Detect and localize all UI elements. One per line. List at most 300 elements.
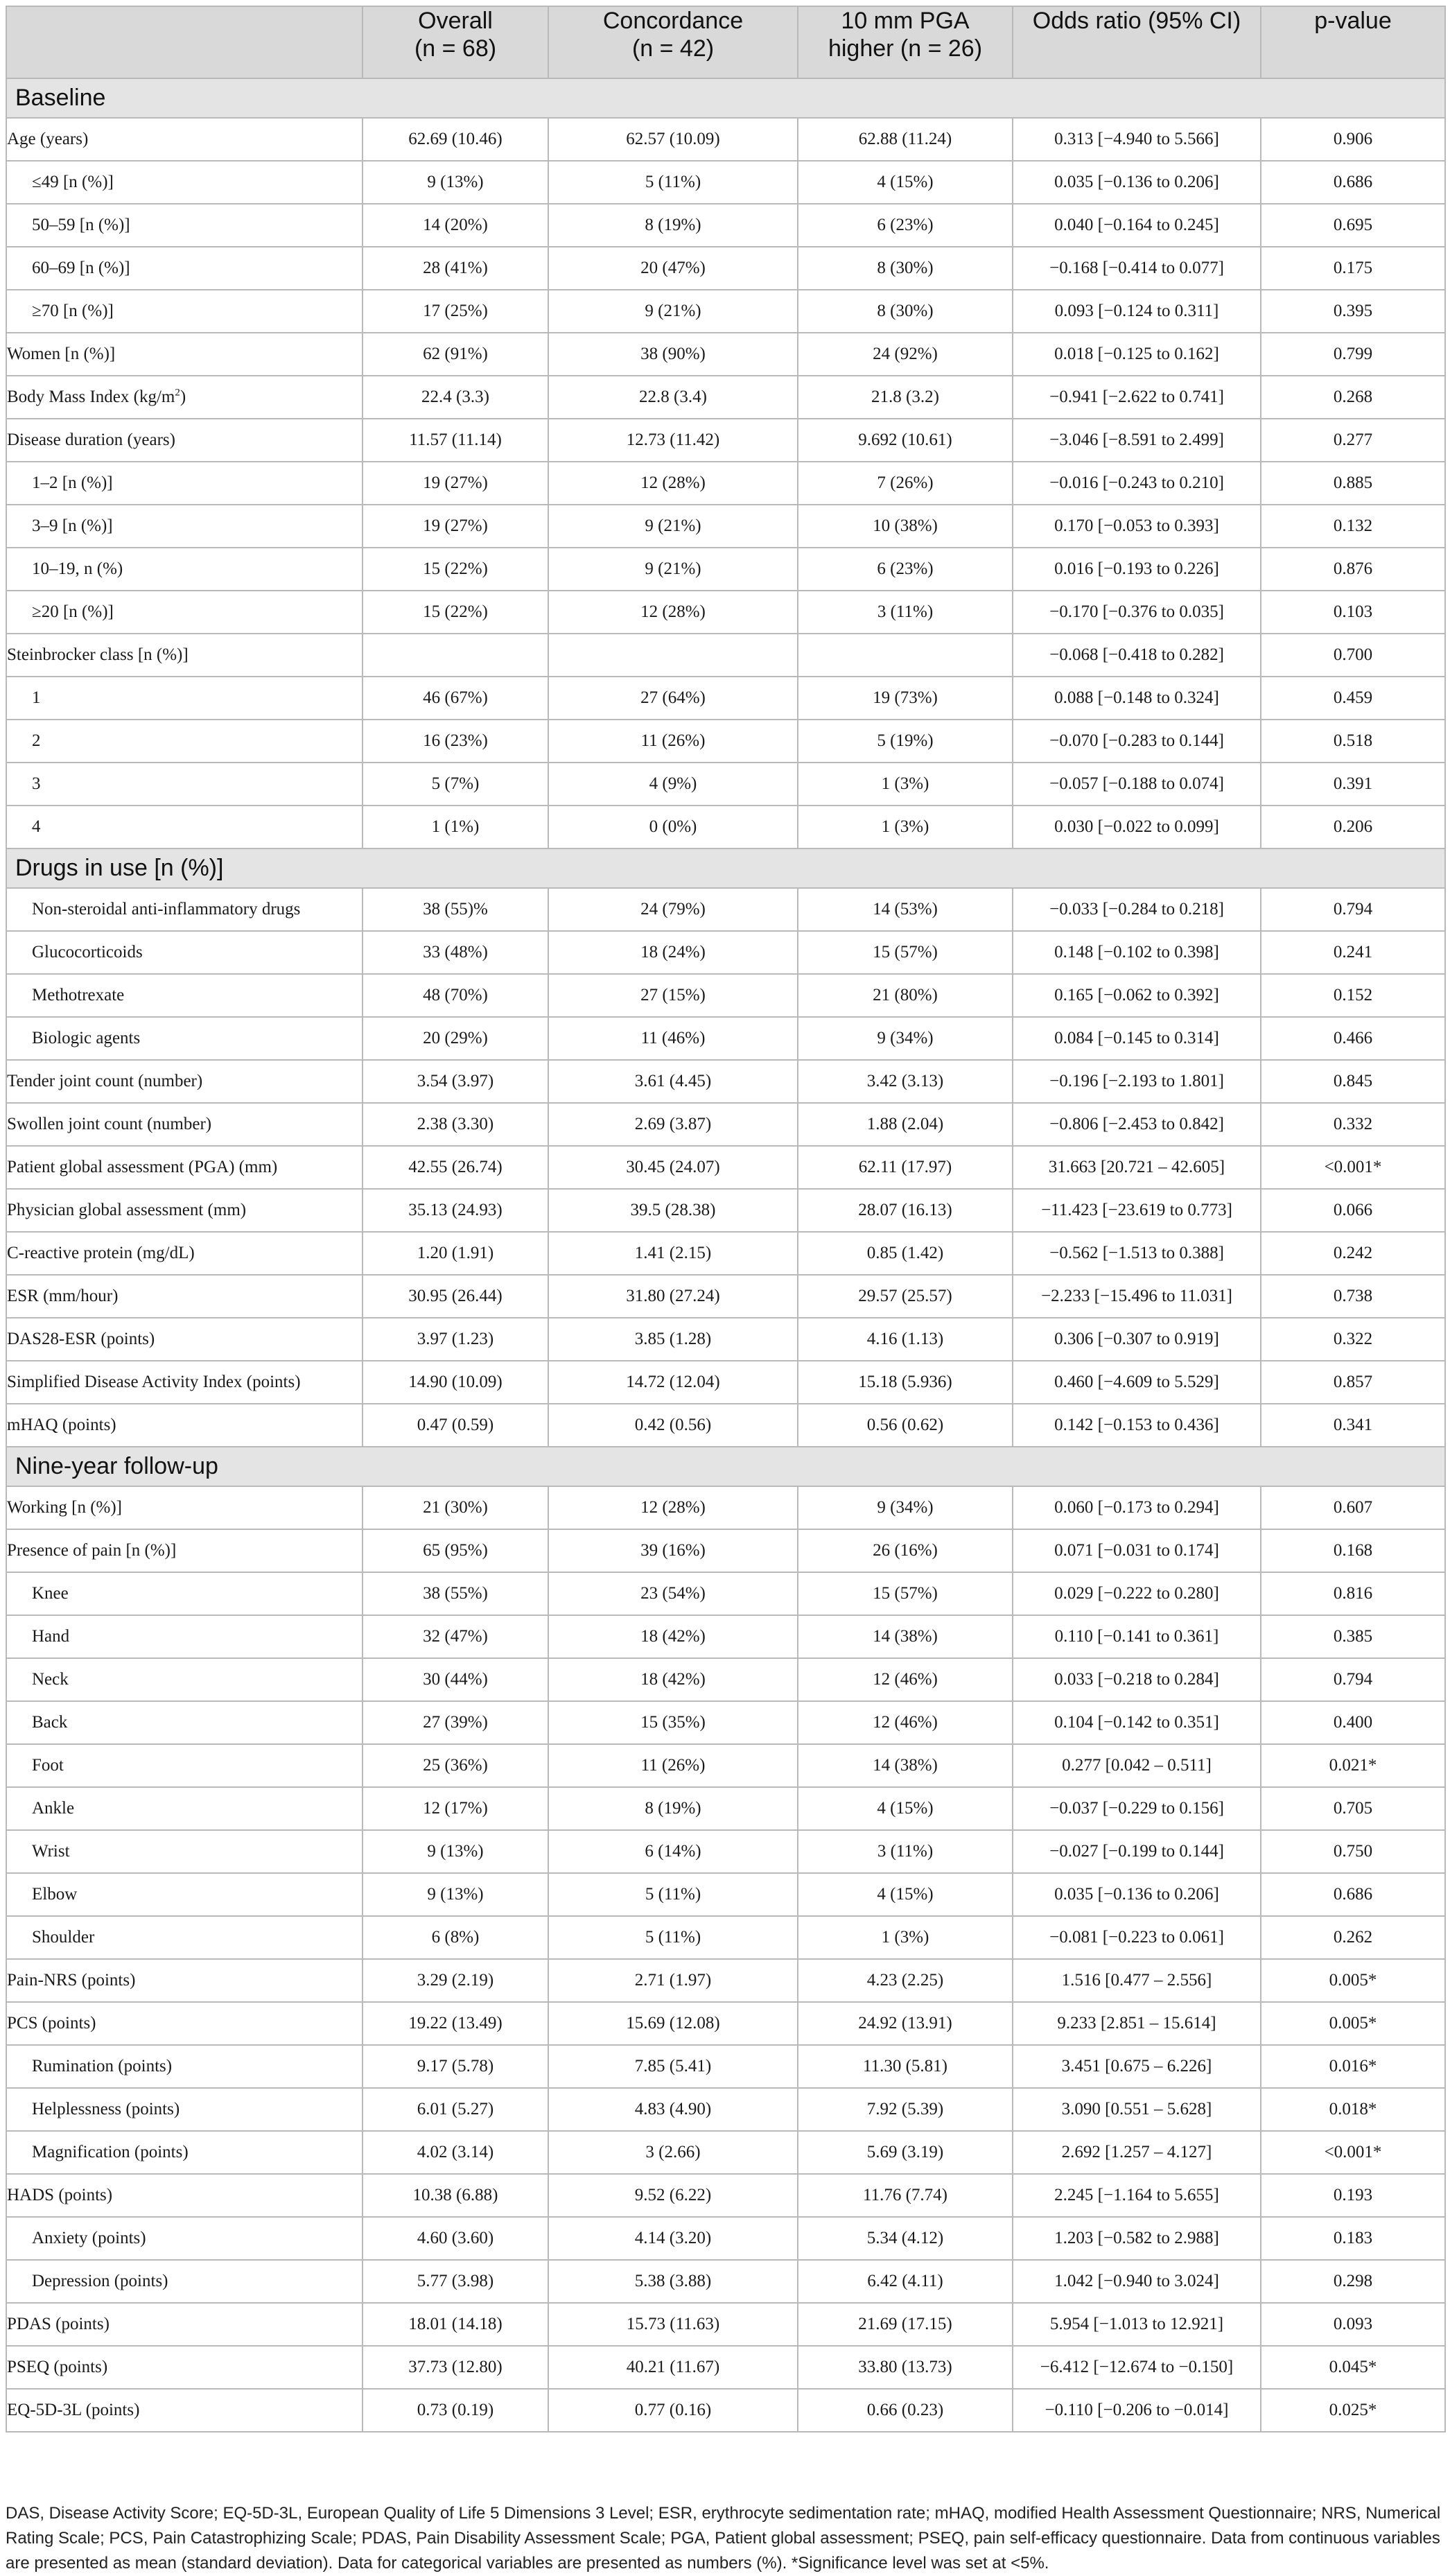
pga-higher-cell: 1 (3%) [798, 1916, 1013, 1959]
table-row [6, 505, 1445, 548]
row-label: Physician global assessment (mm) [6, 1189, 362, 1232]
p-value-cell: 0.607 [1261, 1486, 1445, 1529]
odds-ratio-cell: 0.035 [−0.136 to 0.206] [1013, 1873, 1261, 1916]
overall-cell: 14 (20%) [362, 204, 548, 247]
row-label: 3 [6, 763, 362, 806]
odds-ratio-cell: −0.562 [−1.513 to 0.388] [1013, 1232, 1261, 1275]
table-row [6, 2088, 1445, 2131]
row-label: Elbow [6, 1873, 362, 1916]
table-row [6, 1916, 1445, 1959]
concordance-cell: 2.69 (3.87) [548, 1103, 798, 1146]
overall-cell: 15 (22%) [362, 548, 548, 591]
p-value-cell: 0.518 [1261, 720, 1445, 763]
concordance-cell [548, 634, 798, 677]
table-header [6, 6, 1445, 78]
pga-higher-cell: 8 (30%) [798, 247, 1013, 290]
header-odds-ratio: Odds ratio (95% CI) [1013, 6, 1261, 78]
overall-cell: 18.01 (14.18) [362, 2303, 548, 2346]
pga-higher-cell: 6 (23%) [798, 204, 1013, 247]
odds-ratio-cell: 0.460 [−4.609 to 5.529] [1013, 1361, 1261, 1404]
row-label: Hand [6, 1615, 362, 1658]
concordance-cell: 12.73 (11.42) [548, 419, 798, 462]
row-label: Biologic agents [6, 1017, 362, 1060]
pga-higher-cell: 4.23 (2.25) [798, 1959, 1013, 2002]
table-row [6, 1658, 1445, 1701]
pga-higher-cell: 5.34 (4.12) [798, 2217, 1013, 2260]
pga-higher-cell: 5 (19%) [798, 720, 1013, 763]
concordance-cell: 38 (90%) [548, 333, 798, 376]
p-value-cell: 0.066 [1261, 1189, 1445, 1232]
row-label: Swollen joint count (number) [6, 1103, 362, 1146]
overall-cell: 33 (48%) [362, 931, 548, 974]
concordance-cell: 27 (15%) [548, 974, 798, 1017]
concordance-cell: 22.8 (3.4) [548, 376, 798, 419]
pga-higher-cell: 21 (80%) [798, 974, 1013, 1017]
row-label: Presence of pain [n (%)] [6, 1529, 362, 1572]
overall-cell: 35.13 (24.93) [362, 1189, 548, 1232]
odds-ratio-cell: 0.110 [−0.141 to 0.361] [1013, 1615, 1261, 1658]
concordance-cell: 30.45 (24.07) [548, 1146, 798, 1189]
row-label: ESR (mm/hour) [6, 1275, 362, 1318]
overall-cell: 32 (47%) [362, 1615, 548, 1658]
overall-cell: 19.22 (13.49) [362, 2002, 548, 2045]
odds-ratio-cell: −0.170 [−0.376 to 0.035] [1013, 591, 1261, 634]
concordance-cell: 23 (54%) [548, 1572, 798, 1615]
row-label: Body Mass Index $(kg/m^2)$ [6, 376, 362, 419]
overall-cell: 25 (36%) [362, 1744, 548, 1787]
odds-ratio-cell: 0.093 [−0.124 to 0.311] [1013, 290, 1261, 333]
pga-higher-cell: 0.66 (0.23) [798, 2389, 1013, 2432]
overall-cell: 3.97 (1.23) [362, 1318, 548, 1361]
concordance-cell: 0.77 (0.16) [548, 2389, 798, 2432]
p-value-cell: 0.341 [1261, 1404, 1445, 1447]
odds-ratio-cell: 0.060 [−0.173 to 0.294] [1013, 1486, 1261, 1529]
p-value-cell: 0.700 [1261, 634, 1445, 677]
p-value-cell: 0.045* [1261, 2346, 1445, 2389]
concordance-cell: 5 (11%) [548, 1873, 798, 1916]
row-label: 4 [6, 806, 362, 848]
odds-ratio-cell: −0.037 [−0.229 to 0.156] [1013, 1787, 1261, 1830]
p-value-cell: 0.103 [1261, 591, 1445, 634]
overall-cell: 17 (25%) [362, 290, 548, 333]
overall-cell: 20 (29%) [362, 1017, 548, 1060]
section-title: Baseline [6, 78, 1445, 118]
row-label: PDAS (points) [6, 2303, 362, 2346]
p-value-cell: 0.241 [1261, 931, 1445, 974]
row-label: 60–69 [n (%)] [6, 247, 362, 290]
row-label: Women [n (%)] [6, 333, 362, 376]
row-label: Methotrexate [6, 974, 362, 1017]
pga-higher-cell: 15.18 (5.936) [798, 1361, 1013, 1404]
concordance-cell: 0.42 (0.56) [548, 1404, 798, 1447]
table-row [6, 1744, 1445, 1787]
row-label: 3–9 [n (%)] [6, 505, 362, 548]
pga-higher-cell: 14 (38%) [798, 1615, 1013, 1658]
row-label: PCS (points) [6, 2002, 362, 2045]
odds-ratio-cell: −0.110 [−0.206 to −0.014] [1013, 2389, 1261, 2432]
odds-ratio-cell: 3.451 [0.675 – 6.226] [1013, 2045, 1261, 2088]
concordance-cell: 39.5 (28.38) [548, 1189, 798, 1232]
concordance-cell: 3.61 (4.45) [548, 1060, 798, 1103]
concordance-cell: 8 (19%) [548, 1787, 798, 1830]
p-value-cell: <0.001* [1261, 2131, 1445, 2174]
pga-higher-cell: 7 (26%) [798, 462, 1013, 505]
pga-higher-cell: 19 (73%) [798, 677, 1013, 720]
concordance-cell: 40.21 (11.67) [548, 2346, 798, 2389]
concordance-cell: 18 (42%) [548, 1615, 798, 1658]
concordance-cell: 9 (21%) [548, 505, 798, 548]
table-row [6, 1189, 1445, 1232]
table-row [6, 1361, 1445, 1404]
table-row [6, 1404, 1445, 1447]
p-value-cell: 0.857 [1261, 1361, 1445, 1404]
concordance-cell: 12 (28%) [548, 462, 798, 505]
table-row [6, 247, 1445, 290]
p-value-cell: 0.277 [1261, 419, 1445, 462]
odds-ratio-cell: 9.233 [2.851 – 15.614] [1013, 2002, 1261, 2045]
row-label: Tender joint count (number) [6, 1060, 362, 1103]
p-value-cell: 0.799 [1261, 333, 1445, 376]
table-row [6, 1959, 1445, 2002]
p-value-cell: 0.018* [1261, 2088, 1445, 2131]
pga-higher-cell: 0.85 (1.42) [798, 1232, 1013, 1275]
overall-cell: 62.69 (10.46) [362, 118, 548, 161]
row-label: 50–59 [n (%)] [6, 204, 362, 247]
odds-ratio-cell: −0.016 [−0.243 to 0.210] [1013, 462, 1261, 505]
overall-cell: 42.55 (26.74) [362, 1146, 548, 1189]
pga-higher-cell: 24 (92%) [798, 333, 1013, 376]
odds-ratio-cell: 0.035 [−0.136 to 0.206] [1013, 161, 1261, 204]
overall-cell: 4.02 (3.14) [362, 2131, 548, 2174]
p-value-cell: 0.206 [1261, 806, 1445, 848]
pga-higher-cell: 62.88 (11.24) [798, 118, 1013, 161]
concordance-cell: 3.85 (1.28) [548, 1318, 798, 1361]
table-row [6, 2346, 1445, 2389]
overall-cell: 48 (70%) [362, 974, 548, 1017]
p-value-cell: 0.391 [1261, 763, 1445, 806]
odds-ratio-cell: 2.245 [−1.164 to 5.655] [1013, 2174, 1261, 2217]
concordance-cell: 31.80 (27.24) [548, 1275, 798, 1318]
pga-higher-cell: 9 (34%) [798, 1017, 1013, 1060]
p-value-cell: 0.262 [1261, 1916, 1445, 1959]
overall-cell: 1 (1%) [362, 806, 548, 848]
pga-higher-cell: 15 (57%) [798, 931, 1013, 974]
overall-cell: 1.20 (1.91) [362, 1232, 548, 1275]
odds-ratio-cell: 0.018 [−0.125 to 0.162] [1013, 333, 1261, 376]
concordance-cell: 20 (47%) [548, 247, 798, 290]
table-row [6, 1017, 1445, 1060]
p-value-cell: 0.738 [1261, 1275, 1445, 1318]
pga-higher-cell: 11.76 (7.74) [798, 2174, 1013, 2217]
overall-cell: 46 (67%) [362, 677, 548, 720]
table-row [6, 1275, 1445, 1318]
overall-cell: 27 (39%) [362, 1701, 548, 1744]
row-label: Helplessness (points) [6, 2088, 362, 2131]
row-label: Simplified Disease Activity Index (points) [6, 1361, 362, 1404]
pga-higher-cell: 15 (57%) [798, 1572, 1013, 1615]
row-label: 1 [6, 677, 362, 720]
concordance-cell: 9.52 (6.22) [548, 2174, 798, 2217]
odds-ratio-cell: 5.954 [−1.013 to 12.921] [1013, 2303, 1261, 2346]
overall-cell: 9 (13%) [362, 1830, 548, 1873]
table-row [6, 2260, 1445, 2303]
table-row [6, 634, 1445, 677]
overall-cell: 10.38 (6.88) [362, 2174, 548, 2217]
table-row [6, 591, 1445, 634]
header-p-value: p-value [1261, 6, 1445, 78]
p-value-cell: <0.001* [1261, 1146, 1445, 1189]
concordance-cell: 39 (16%) [548, 1529, 798, 1572]
header-label-col [6, 6, 362, 78]
pga-higher-cell: 1 (3%) [798, 806, 1013, 848]
odds-ratio-cell: −0.806 [−2.453 to 0.842] [1013, 1103, 1261, 1146]
concordance-cell: 2.71 (1.97) [548, 1959, 798, 2002]
concordance-cell: 11 (46%) [548, 1017, 798, 1060]
row-label: Back [6, 1701, 362, 1744]
table-row [6, 1318, 1445, 1361]
row-label: ≥70 [n (%)] [6, 290, 362, 333]
concordance-cell: 9 (21%) [548, 290, 798, 333]
table-row [6, 1572, 1445, 1615]
overall-cell: 0.47 (0.59) [362, 1404, 548, 1447]
pga-higher-cell: 33.80 (13.73) [798, 2346, 1013, 2389]
concordance-cell: 11 (26%) [548, 1744, 798, 1787]
table-row [6, 1615, 1445, 1658]
overall-cell: 4.60 (3.60) [362, 2217, 548, 2260]
p-value-cell: 0.175 [1261, 247, 1445, 290]
pga-higher-cell: 4 (15%) [798, 1787, 1013, 1830]
pga-higher-cell: 9 (34%) [798, 1486, 1013, 1529]
concordance-cell: 15.69 (12.08) [548, 2002, 798, 2045]
overall-cell: 22.4 (3.3) [362, 376, 548, 419]
pga-higher-cell: 6.42 (4.11) [798, 2260, 1013, 2303]
p-value-cell: 0.093 [1261, 2303, 1445, 2346]
pga-higher-cell: 14 (53%) [798, 888, 1013, 931]
table-row [6, 1701, 1445, 1744]
table-row [6, 763, 1445, 806]
p-value-cell: 0.876 [1261, 548, 1445, 591]
p-value-cell: 0.242 [1261, 1232, 1445, 1275]
row-label: Steinbrocker class [n (%)] [6, 634, 362, 677]
row-label: Ankle [6, 1787, 362, 1830]
table-row [6, 118, 1445, 161]
p-value-cell: 0.686 [1261, 1873, 1445, 1916]
table-row [6, 806, 1445, 848]
p-value-cell: 0.322 [1261, 1318, 1445, 1361]
odds-ratio-cell: −0.941 [−2.622 to 0.741] [1013, 376, 1261, 419]
p-value-cell: 0.021* [1261, 1744, 1445, 1787]
row-label: Shoulder [6, 1916, 362, 1959]
overall-cell: 16 (23%) [362, 720, 548, 763]
p-value-cell: 0.005* [1261, 1959, 1445, 2002]
overall-cell: 30.95 (26.44) [362, 1275, 548, 1318]
row-label: 2 [6, 720, 362, 763]
overall-cell: 62 (91%) [362, 333, 548, 376]
p-value-cell: 0.385 [1261, 1615, 1445, 1658]
table-row [6, 1060, 1445, 1103]
table-body [6, 78, 1445, 2432]
concordance-cell: 27 (64%) [548, 677, 798, 720]
table-row [6, 548, 1445, 591]
table-row [6, 419, 1445, 462]
table-row [6, 888, 1445, 931]
overall-cell: 12 (17%) [362, 1787, 548, 1830]
row-label: Depression (points) [6, 2260, 362, 2303]
overall-cell: 5.77 (3.98) [362, 2260, 548, 2303]
odds-ratio-cell: 0.313 [−4.940 to 5.566] [1013, 118, 1261, 161]
overall-cell: 3.54 (3.97) [362, 1060, 548, 1103]
row-label: Pain-NRS (points) [6, 1959, 362, 2002]
section-title: Drugs in use [n (%)] [6, 848, 1445, 888]
concordance-cell: 1.41 (2.15) [548, 1232, 798, 1275]
row-label: ≥20 [n (%)] [6, 591, 362, 634]
overall-cell: 5 (7%) [362, 763, 548, 806]
concordance-cell: 4.14 (3.20) [548, 2217, 798, 2260]
pga-higher-cell: 4 (15%) [798, 161, 1013, 204]
concordance-cell: 11 (26%) [548, 720, 798, 763]
pga-higher-cell: 12 (46%) [798, 1658, 1013, 1701]
odds-ratio-cell: −6.412 [−12.674 to −0.150] [1013, 2346, 1261, 2389]
p-value-cell: 0.005* [1261, 2002, 1445, 2045]
header-pga-higher: 10 mm PGA higher (n = 26) [798, 6, 1013, 78]
odds-ratio-cell: 0.142 [−0.153 to 0.436] [1013, 1404, 1261, 1447]
pga-higher-cell: 1 (3%) [798, 763, 1013, 806]
row-label: 1–2 [n (%)] [6, 462, 362, 505]
row-label: C-reactive protein (mg/dL) [6, 1232, 362, 1275]
overall-cell: 11.57 (11.14) [362, 419, 548, 462]
overall-cell: 2.38 (3.30) [362, 1103, 548, 1146]
odds-ratio-cell: −0.081 [−0.223 to 0.061] [1013, 1916, 1261, 1959]
concordance-cell: 0 (0%) [548, 806, 798, 848]
table-row [6, 1787, 1445, 1830]
concordance-cell: 24 (79%) [548, 888, 798, 931]
header-overall: Overall (n = 68) [362, 6, 548, 78]
table-row [6, 1830, 1445, 1873]
row-label: Magnification (points) [6, 2131, 362, 2174]
odds-ratio-cell: −0.027 [−0.199 to 0.144] [1013, 1830, 1261, 1873]
overall-cell: 6 (8%) [362, 1916, 548, 1959]
concordance-cell: 12 (28%) [548, 1486, 798, 1529]
p-value-cell: 0.466 [1261, 1017, 1445, 1060]
odds-ratio-cell: −2.233 [−15.496 to 11.031] [1013, 1275, 1261, 1318]
pga-higher-cell: 6 (23%) [798, 548, 1013, 591]
p-value-cell: 0.193 [1261, 2174, 1445, 2217]
overall-cell: 19 (27%) [362, 462, 548, 505]
row-label: Working [n (%)] [6, 1486, 362, 1529]
odds-ratio-cell: 0.306 [−0.307 to 0.919] [1013, 1318, 1261, 1361]
p-value-cell: 0.025* [1261, 2389, 1445, 2432]
table-row [6, 2002, 1445, 2045]
table-row [6, 333, 1445, 376]
concordance-cell: 6 (14%) [548, 1830, 798, 1873]
table-row [6, 161, 1445, 204]
overall-cell: 3.29 (2.19) [362, 1959, 548, 2002]
p-value-cell: 0.268 [1261, 376, 1445, 419]
concordance-cell: 18 (42%) [548, 1658, 798, 1701]
concordance-cell: 3 (2.66) [548, 2131, 798, 2174]
section-title: Nine-year follow-up [6, 1447, 1445, 1486]
pga-higher-cell: 14 (38%) [798, 1744, 1013, 1787]
section-header-row [6, 848, 1445, 888]
odds-ratio-cell: −0.068 [−0.418 to 0.282] [1013, 634, 1261, 677]
row-label: PSEQ (points) [6, 2346, 362, 2389]
concordance-cell: 5 (11%) [548, 161, 798, 204]
p-value-cell: 0.459 [1261, 677, 1445, 720]
table-row [6, 1232, 1445, 1275]
odds-ratio-cell: 0.277 [0.042 – 0.511] [1013, 1744, 1261, 1787]
table-row [6, 677, 1445, 720]
odds-ratio-cell: 0.040 [−0.164 to 0.245] [1013, 204, 1261, 247]
pga-higher-cell: 10 (38%) [798, 505, 1013, 548]
overall-cell: 9 (13%) [362, 1873, 548, 1916]
table-row [6, 204, 1445, 247]
concordance-cell: 5 (11%) [548, 1916, 798, 1959]
concordance-cell: 14.72 (12.04) [548, 1361, 798, 1404]
results-table [6, 6, 1446, 2433]
concordance-cell: 5.38 (3.88) [548, 2260, 798, 2303]
p-value-cell: 0.016* [1261, 2045, 1445, 2088]
overall-cell: 6.01 (5.27) [362, 2088, 548, 2131]
row-label: Neck [6, 1658, 362, 1701]
odds-ratio-cell: −0.196 [−2.193 to 1.801] [1013, 1060, 1261, 1103]
odds-ratio-cell: 1.203 [−0.582 to 2.988] [1013, 2217, 1261, 2260]
overall-cell: 19 (27%) [362, 505, 548, 548]
pga-higher-cell: 8 (30%) [798, 290, 1013, 333]
overall-cell: 28 (41%) [362, 247, 548, 290]
row-label: DAS28-ESR (points) [6, 1318, 362, 1361]
overall-cell: 9 (13%) [362, 161, 548, 204]
p-value-cell: 0.794 [1261, 888, 1445, 931]
p-value-cell: 0.132 [1261, 505, 1445, 548]
row-label: HADS (points) [6, 2174, 362, 2217]
concordance-cell: 15.73 (11.63) [548, 2303, 798, 2346]
pga-higher-cell: 5.69 (3.19) [798, 2131, 1013, 2174]
odds-ratio-cell: 0.148 [−0.102 to 0.398] [1013, 931, 1261, 974]
overall-cell: 37.73 (12.80) [362, 2346, 548, 2389]
row-label: Glucocorticoids [6, 931, 362, 974]
pga-higher-cell: 12 (46%) [798, 1701, 1013, 1744]
section-header-row [6, 78, 1445, 118]
pga-higher-cell: 1.88 (2.04) [798, 1103, 1013, 1146]
pga-higher-cell: 3 (11%) [798, 1830, 1013, 1873]
row-label: Patient global assessment (PGA) (mm) [6, 1146, 362, 1189]
pga-higher-cell: 26 (16%) [798, 1529, 1013, 1572]
p-value-cell: 0.686 [1261, 161, 1445, 204]
table-row [6, 290, 1445, 333]
pga-higher-cell: 0.56 (0.62) [798, 1404, 1013, 1447]
overall-cell: 38 (55)% [362, 888, 548, 931]
table-row [6, 974, 1445, 1017]
p-value-cell: 0.816 [1261, 1572, 1445, 1615]
p-value-cell: 0.885 [1261, 462, 1445, 505]
odds-ratio-cell: 0.165 [−0.062 to 0.392] [1013, 974, 1261, 1017]
pga-higher-cell: 24.92 (13.91) [798, 2002, 1013, 2045]
overall-cell: 38 (55%) [362, 1572, 548, 1615]
concordance-cell: 4 (9%) [548, 763, 798, 806]
row-label: Rumination (points) [6, 2045, 362, 2088]
row-label: Knee [6, 1572, 362, 1615]
table-row [6, 720, 1445, 763]
table-row [6, 2045, 1445, 2088]
pga-higher-cell: 62.11 (17.97) [798, 1146, 1013, 1189]
odds-ratio-cell: 0.029 [−0.222 to 0.280] [1013, 1572, 1261, 1615]
row-label: ≤49 [n (%)] [6, 161, 362, 204]
odds-ratio-cell: 1.516 [0.477 – 2.556] [1013, 1959, 1261, 2002]
table-row [6, 462, 1445, 505]
row-label: Foot [6, 1744, 362, 1787]
odds-ratio-cell: 0.170 [−0.053 to 0.393] [1013, 505, 1261, 548]
odds-ratio-cell: −0.168 [−0.414 to 0.077] [1013, 247, 1261, 290]
